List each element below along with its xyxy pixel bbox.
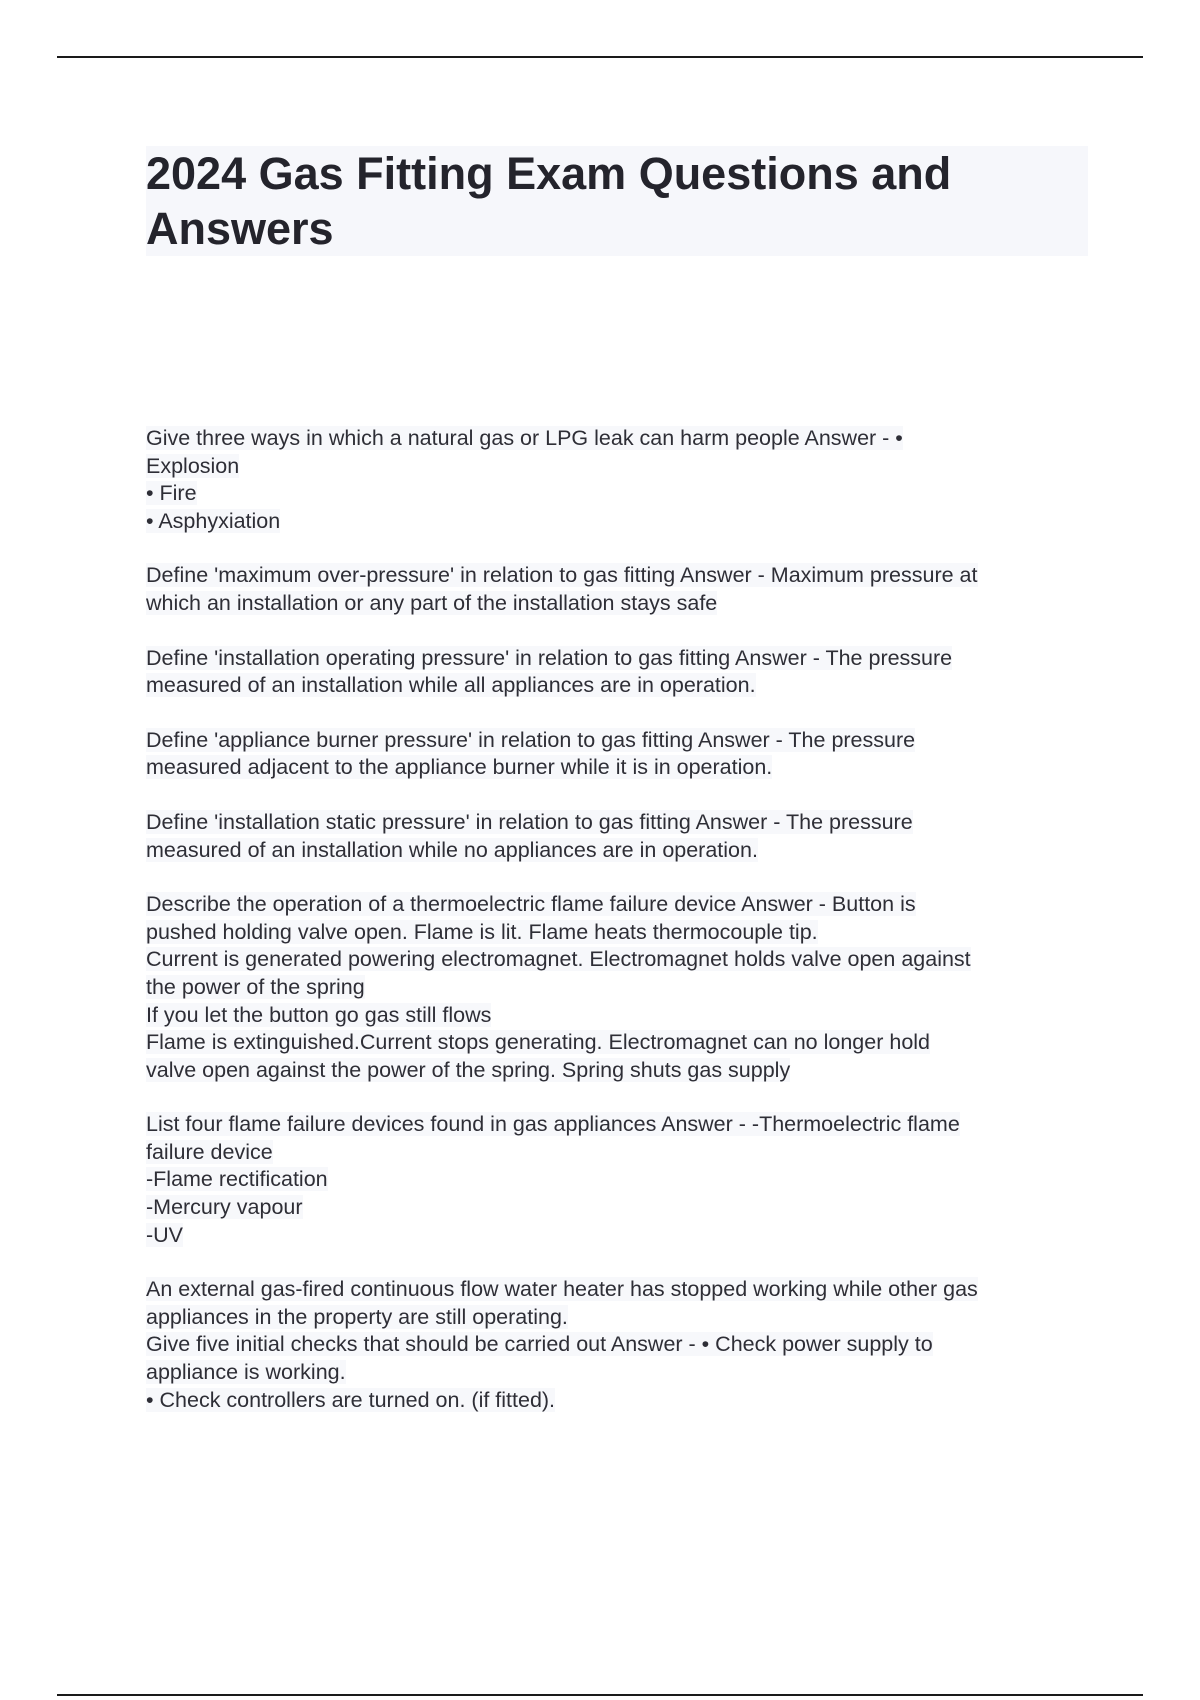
footer-rule bbox=[57, 1694, 1143, 1696]
qa-line: measured of an installation while all appliances are in operation. bbox=[146, 673, 756, 698]
qa-line: -UV bbox=[146, 1222, 184, 1247]
qa-line: If you let the button go gas still flows bbox=[146, 1002, 492, 1027]
document-title bbox=[146, 146, 1088, 256]
qa-line: List four flame failure devices found in gas appliances Answer - -Thermoelectric flame bbox=[146, 1112, 960, 1137]
header-rule bbox=[57, 56, 1143, 58]
qa-line: Define 'appliance burner pressure' in relation to gas fitting Answer - The pressure bbox=[146, 727, 916, 752]
qa-line: pushed holding valve open. Flame is lit. Flame heats thermocouple tip. bbox=[146, 919, 818, 944]
qa-line: appliances in the property are still operating. bbox=[146, 1304, 568, 1329]
qa-line: Define 'installation static pressure' in relation to gas fitting Answer - The pressure bbox=[146, 809, 913, 834]
qa-line: Define 'installation operating pressure' in relation to gas fitting Answer - The pressure bbox=[146, 645, 953, 670]
qa-line: Give five initial checks that should be carried out Answer - • Check power supply to bbox=[146, 1332, 933, 1357]
qa-line: • Fire bbox=[146, 481, 197, 506]
qa-line: • Check controllers are turned on. (if fitted). bbox=[146, 1387, 556, 1412]
qa-line: appliance is working. bbox=[146, 1360, 346, 1385]
title-line-1: 2024 Gas Fitting Exam Questions and bbox=[146, 148, 952, 199]
qa-item bbox=[146, 891, 1096, 1084]
qa-item bbox=[146, 727, 1096, 782]
qa-line: -Flame rectification bbox=[146, 1167, 328, 1192]
qa-line: the power of the spring bbox=[146, 974, 365, 999]
qa-line: -Mercury vapour bbox=[146, 1195, 303, 1220]
qa-line: An external gas-fired continuous flow water heater has stopped working while other gas bbox=[146, 1277, 978, 1302]
title-line-2: Answers bbox=[146, 203, 334, 254]
qa-line: Define 'maximum over-pressure' in relation to gas fitting Answer - Maximum pressure at bbox=[146, 563, 978, 588]
qa-line: which an installation or any part of the installation stays safe bbox=[146, 590, 718, 615]
qa-line: Describe the operation of a thermoelectric flame failure device Answer - Button is bbox=[146, 892, 916, 917]
qa-line: measured of an installation while no appliances are in operation. bbox=[146, 837, 758, 862]
qa-item bbox=[146, 645, 1096, 700]
qa-item bbox=[146, 809, 1096, 864]
qa-line: Give three ways in which a natural gas or LPG leak can harm people Answer - • bbox=[146, 426, 903, 450]
qa-item bbox=[146, 425, 1096, 535]
qa-line: Flame is extinguished.Current stops generating. Electromagnet can no longer hold bbox=[146, 1030, 931, 1055]
title-block bbox=[146, 146, 1088, 256]
qa-line: measured adjacent to the appliance burner while it is in operation. bbox=[146, 755, 773, 780]
qa-list bbox=[146, 425, 1096, 1441]
qa-line: • Asphyxiation bbox=[146, 508, 281, 533]
qa-line: failure device bbox=[146, 1139, 273, 1164]
qa-item bbox=[146, 562, 1096, 617]
qa-item bbox=[146, 1111, 1096, 1249]
qa-item bbox=[146, 1276, 1096, 1414]
qa-line: valve open against the power of the spring. Spring shuts gas supply bbox=[146, 1057, 791, 1082]
qa-line: Current is generated powering electromagnet. Electromagnet holds valve open against bbox=[146, 947, 971, 972]
qa-line: Explosion bbox=[146, 453, 240, 478]
